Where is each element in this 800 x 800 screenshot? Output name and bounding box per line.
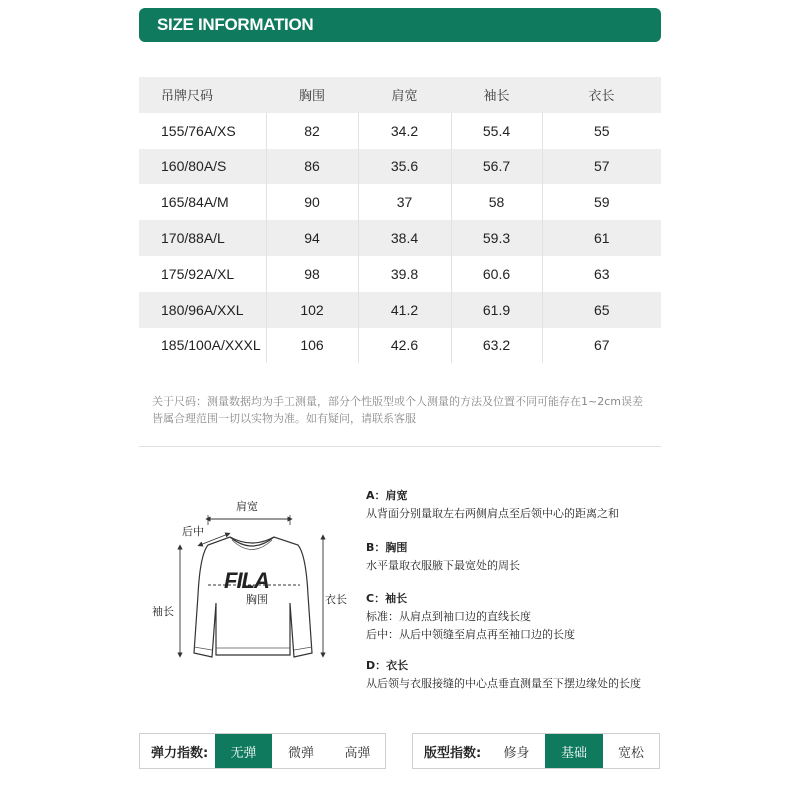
desc-chest	[366, 539, 666, 575]
elasticity-label: 弹力指数:	[151, 745, 209, 761]
elasticity-option-slight[interactable]: 微弹	[287, 745, 314, 761]
table-cell: 袖长	[451, 77, 542, 113]
desc-text: 水平量取衣服腋下最宽处的周长	[366, 559, 520, 572]
table-cell: 160/80A/S	[139, 149, 266, 185]
note-line-2: 皆属合理范围一切以实物为准。如有疑问，请联系客服	[152, 412, 416, 425]
table-row	[139, 220, 661, 256]
desc-title: A：肩宽	[366, 489, 408, 502]
chest-label: 胸围	[246, 593, 268, 606]
table-cell: 55.4	[451, 113, 542, 149]
table-cell: 57	[542, 149, 661, 185]
table-row	[139, 184, 661, 220]
table-row	[139, 149, 661, 185]
table-cell: 59	[542, 184, 661, 220]
divider	[139, 446, 661, 447]
desc-title: D：衣长	[366, 659, 409, 672]
table-cell: 94	[266, 220, 358, 256]
elasticity-scale	[139, 733, 386, 769]
table-cell: 56.7	[451, 149, 542, 185]
size-table	[139, 77, 661, 363]
table-cell: 55	[542, 113, 661, 149]
section-header	[139, 8, 661, 42]
table-cell: 65	[542, 292, 661, 328]
desc-text: 标准：从肩点到袖口边的直线长度	[366, 610, 531, 623]
table-cell: 衣长	[542, 77, 661, 113]
table-cell: 86	[266, 149, 358, 185]
section-title: SIZE INFORMATION	[157, 15, 314, 34]
table-cell: 41.2	[358, 292, 451, 328]
table-cell: 106	[266, 328, 358, 364]
table-cell: 59.3	[451, 220, 542, 256]
desc-title: C：袖长	[366, 592, 408, 605]
table-header-row	[139, 77, 661, 113]
table-cell: 58	[451, 184, 542, 220]
table-cell: 38.4	[358, 220, 451, 256]
desc-text: 从后领与衣服接缝的中心点垂直测量至下摆边缘处的长度	[366, 677, 641, 690]
table-cell: 180/96A/XXL	[139, 292, 266, 328]
table-cell: 肩宽	[358, 77, 451, 113]
fit-option-loose[interactable]: 宽松	[617, 745, 644, 761]
fit-scale	[412, 733, 660, 769]
table-cell: 98	[266, 256, 358, 292]
desc-sleeve	[366, 590, 666, 644]
table-row	[139, 113, 661, 149]
desc-length	[366, 657, 666, 693]
table-cell: 185/100A/XXXL	[161, 337, 261, 354]
sleeve-label: 袖长	[152, 605, 174, 618]
table-cell: 63	[542, 256, 661, 292]
table-cell: 39.8	[358, 256, 451, 292]
table-cell: 61.9	[451, 292, 542, 328]
table-cell: 吊牌尺码	[139, 77, 266, 113]
table-cell: 155/76A/XS	[161, 122, 236, 139]
table-row	[139, 256, 661, 292]
table-cell: 60.6	[451, 256, 542, 292]
table-cell: 165/84A/M	[161, 194, 229, 211]
measurement-diagram	[140, 485, 365, 670]
table-cell: 175/92A/XL	[161, 265, 235, 282]
table-row	[139, 328, 661, 364]
elasticity-option-high[interactable]: 高弹	[344, 745, 371, 761]
table-cell: 102	[266, 292, 358, 328]
table-cell: 35.6	[358, 149, 451, 185]
table-cell: 34.2	[358, 113, 451, 149]
fit-label: 版型指数:	[424, 745, 482, 761]
size-note	[152, 393, 672, 427]
table-cell: 胸围	[266, 77, 358, 113]
fit-option-slim[interactable]: 修身	[503, 745, 530, 761]
fit-option-regular[interactable]: 基础	[545, 734, 603, 768]
shoulder-label: 肩宽	[236, 500, 258, 513]
table-cell: 90	[266, 184, 358, 220]
table-cell: 63.2	[451, 328, 542, 364]
note-line-1: 关于尺码：测量数据均为手工测量，部分个性版型或个人测量的方法及位置不同可能存在1~2cm误差	[152, 395, 643, 408]
table-cell: 42.6	[358, 328, 451, 364]
back-center-label: 后中	[182, 525, 204, 538]
desc-text: 后中：从后中领缝至肩点再至袖口边的长度	[366, 628, 575, 641]
desc-title: B：胸围	[366, 541, 408, 554]
table-cell: 61	[542, 220, 661, 256]
desc-shoulder	[366, 487, 666, 523]
table-cell: 82	[266, 113, 358, 149]
table-cell: 67	[542, 328, 661, 364]
length-label: 衣长	[325, 593, 347, 606]
logo-text: FILA	[224, 568, 269, 593]
table-cell: 37	[358, 184, 451, 220]
desc-text: 从背面分别量取左右两侧肩点至后领中心的距离之和	[366, 507, 619, 520]
table-row	[139, 292, 661, 328]
elasticity-option-none[interactable]: 无弹	[215, 734, 272, 768]
table-cell: 170/88A/L	[139, 220, 266, 256]
